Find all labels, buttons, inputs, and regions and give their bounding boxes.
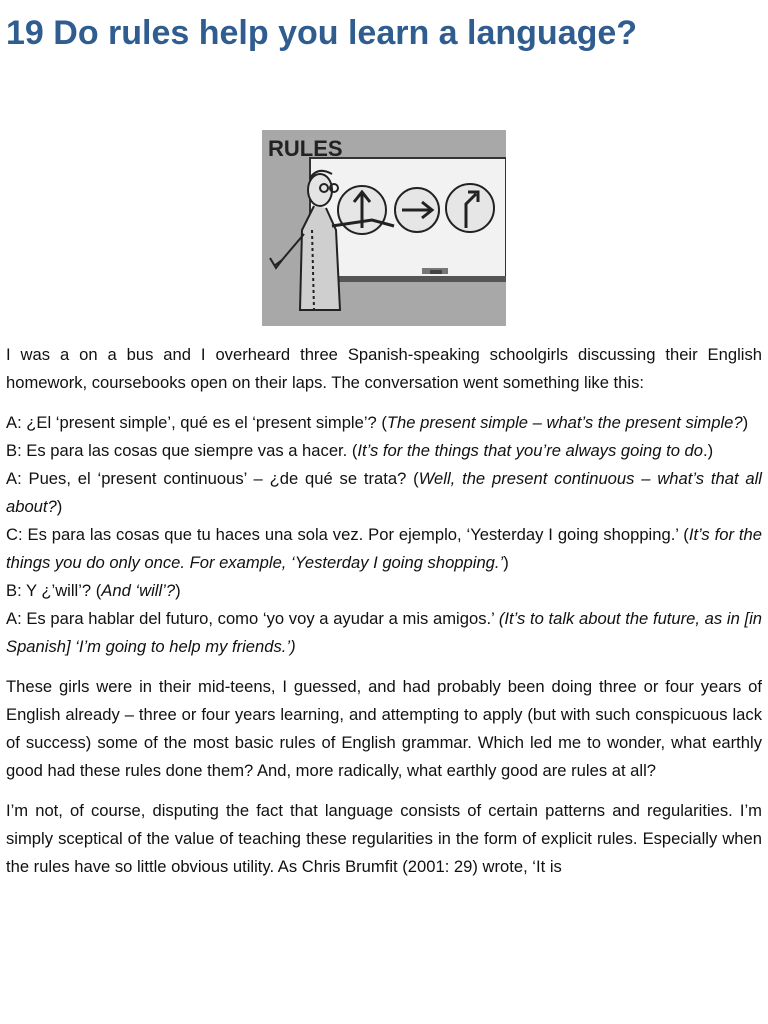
intro-paragraph: I was a on a bus and I overheard three Spanish-speaking schoolgirls discussing their English homework, coursebooks open on their laps. The conversation went something like this: bbox=[6, 345, 762, 392]
dialogue-close: ) bbox=[742, 413, 749, 432]
dialogue-translation: It’s for the things that you’re always going to do bbox=[357, 441, 704, 460]
dialogue-original: A: ¿El ‘present simple’, qué es el ‘present simple’? ( bbox=[6, 413, 387, 432]
dialogue-original: B: Y ¿’will’? ( bbox=[6, 581, 102, 600]
dialogue-close: ) bbox=[56, 497, 63, 516]
rules-sign-text: RULES bbox=[268, 136, 343, 161]
dialogue-translation: Well, the present continuous – what’s that all about? bbox=[6, 469, 762, 516]
dialogue-original: A: Pues, el ‘present continuous’ – ¿de qué se trata? ( bbox=[6, 469, 419, 488]
dialogue-line bbox=[6, 409, 762, 437]
dialogue-original: B: Es para las cosas que siempre vas a hacer. ( bbox=[6, 441, 358, 460]
dialogue-original: C: Es para las cosas que tu haces una sola vez. Por ejemplo, ‘Yesterday I going shopping.’ ( bbox=[6, 525, 689, 544]
dialogue bbox=[6, 409, 762, 661]
right-arrow-icon bbox=[395, 188, 439, 232]
dialogue-close: ) bbox=[503, 553, 509, 572]
dialogue-line bbox=[6, 605, 762, 661]
body-paragraph: I’m not, of course, disputing the fact that language consists of certain patterns and regularities. I’m simply sceptical of the value of teaching these regularities in the form of explicit rules. Especially when the rules have so little obvious utility. As Chris Brumfit (2001: 29) wrote, ‘It is bbox=[6, 801, 762, 876]
article-body bbox=[6, 341, 762, 893]
up-arrow-icon bbox=[338, 186, 386, 234]
dialogue-close: .) bbox=[703, 441, 714, 460]
dialogue-translation: (It’s to talk about the future, as in [in Spanish] ‘I’m going to help my friends.’) bbox=[6, 609, 763, 656]
dialogue-translation: And ‘will’? bbox=[101, 581, 176, 600]
turn-arrow-icon bbox=[446, 184, 494, 232]
dialogue-line bbox=[6, 577, 762, 605]
rules-illustration bbox=[262, 130, 506, 326]
dialogue-line bbox=[6, 521, 762, 577]
dialogue-line bbox=[6, 465, 762, 521]
dialogue-original: A: Es para hablar del futuro, como ‘yo voy a ayudar a mis amigos.’ bbox=[6, 609, 499, 628]
dialogue-line bbox=[6, 437, 762, 465]
chapter-title: 19 Do rules help you learn a language? bbox=[6, 14, 638, 52]
dialogue-close: ) bbox=[175, 581, 181, 600]
dialogue-translation: It’s for the things you do only once. For example, ‘Yesterday I going shopping.’ bbox=[6, 525, 762, 572]
dialogue-translation: The present simple – what’s the present simple? bbox=[386, 413, 743, 432]
body-paragraph: These girls were in their mid-teens, I guessed, and had probably been doing three or four years of English already – three or four years learning, and attempting to apply (but with such conspicuous lack of success) some of the most basic rules of English grammar. Which led me to wonder, what earthly good had these rules done them? And, more radically, what earthly good are rules at all? bbox=[6, 677, 762, 780]
